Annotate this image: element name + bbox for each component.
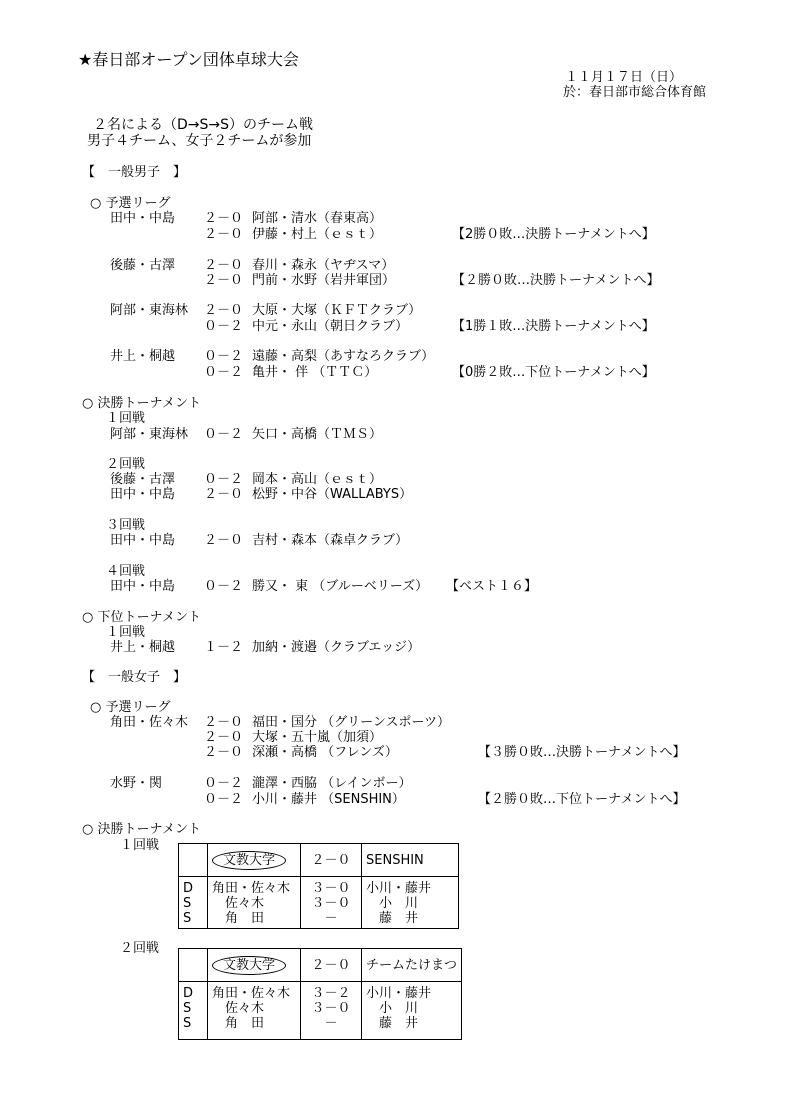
match-score: ０－２ (204, 365, 244, 380)
match-score: ０－２ (204, 792, 244, 807)
round-label: １回戦 (106, 411, 146, 426)
match-note: 【２勝０敗…下位トーナメントへ】 (478, 792, 686, 807)
match-team: 井上・桐越 (110, 640, 176, 655)
match-team: 後藤・古澤 (110, 258, 176, 273)
match-opponent: 勝又・ 東 （ブルーベリーズ） (252, 579, 429, 594)
match-opponent: 大塚・五十嵐（加須） (252, 730, 383, 745)
match-team: 田中・中島 (110, 211, 176, 226)
team-opponent: チームたけまつ (362, 949, 462, 982)
match-score: ０－２ (204, 472, 244, 487)
match-score: ２－０ (204, 303, 244, 318)
men-lower-heading: ○ 下位トーナメント (82, 610, 201, 625)
team-name-oval: 文教大学 (212, 956, 286, 975)
women-final-heading: ○ 決勝トーナメント (82, 822, 201, 837)
match-score: ２－０ (204, 715, 244, 730)
women-section-heading: 【 一般女子 】 (82, 670, 187, 685)
match-team: 田中・中島 (110, 487, 176, 502)
match-team: 田中・中島 (110, 533, 176, 548)
event-date: １１月１７日（日） (565, 70, 683, 85)
match-score: ０－２ (204, 349, 244, 364)
match-opponent: 松野・中谷（WALLABYS） (252, 487, 413, 502)
match-opponent: 岡本・高山（ｅｓｔ） (252, 472, 383, 487)
match-opponent: 矢口・高橋（ＴＭＳ） (252, 427, 383, 442)
match-score: ２－０ (204, 745, 244, 760)
round-label: １回戦 (106, 625, 146, 640)
round-label: ３回戦 (106, 518, 146, 533)
team-name-oval: 文教大学 (212, 851, 286, 870)
team-score: ２－０ (301, 844, 362, 877)
match-team: 井上・桐越 (110, 349, 176, 364)
page-title: ★春日部オープン団体卓球大会 (78, 50, 299, 69)
game-scores: ３－０ ３－０ － (301, 877, 362, 929)
player-names: 角田・佐々木 佐々木 角 田 (208, 877, 301, 929)
match-score: ２－０ (204, 730, 244, 745)
match-note: 【1勝１敗…決勝トーナメントへ】 (452, 319, 655, 334)
player-names: 角田・佐々木 佐々木 角 田 (208, 982, 301, 1040)
match-opponent: 小川・藤井 （SENSHIN） (252, 792, 405, 807)
match-team: 阿部・東海林 (110, 427, 189, 442)
opponent-names: 小川・藤井 小 川 藤 井 (362, 877, 459, 929)
match-note: 【2勝０敗…決勝トーナメントへ】 (452, 227, 655, 242)
match-opponent: 春川・森永（ヤヂスマ） (252, 258, 395, 273)
match-score: ０－２ (204, 319, 244, 334)
match-score: ２－０ (204, 533, 244, 548)
match-opponent: 吉村・森本（森卓クラブ） (252, 533, 409, 548)
match-opponent: 亀井・ 伴 （ＴＴＣ） (252, 365, 378, 380)
match-opponent: 門前・水野（岩井軍団） (252, 273, 396, 288)
men-final-heading: ○ 決勝トーナメント (82, 396, 201, 411)
match-score: ２－０ (204, 227, 244, 242)
match-score: ２－０ (204, 258, 244, 273)
match-opponent: 加納・渡邉（クラブエッジ） (252, 640, 421, 655)
team-opponent: SENSHIN (362, 844, 459, 877)
match-types: D S S (179, 982, 208, 1040)
match-opponent: 深瀬・高橋 （フレンズ） (252, 745, 398, 760)
intro-line-2: 男子４チーム、女子２チームが参加 (87, 133, 312, 149)
match-team: 角田・佐々木 (110, 715, 189, 730)
game-scores: ３－２ ３－０ － (301, 982, 362, 1040)
match-note: 【ベスト１６】 (446, 579, 538, 594)
women-prelim-heading: ○ 予選リーグ (90, 700, 171, 715)
match-opponent: 伊藤・村上（ｅｓｔ） (252, 227, 383, 242)
match-team: 阿部・東海林 (110, 303, 189, 318)
match-note: 【0勝２敗…下位トーナメントへ】 (452, 365, 655, 380)
opponent-names: 小川・藤井 小 川 藤 井 (362, 982, 462, 1040)
match-opponent: 瀧澤・西脇 （レインボー） (252, 776, 412, 791)
men-prelim-heading: ○ 予選リーグ (90, 196, 171, 211)
match-opponent: 大原・大塚（ＫＦＴクラブ） (252, 303, 422, 318)
match-opponent: 遠藤・高梨（あすなろクラブ） (252, 349, 435, 364)
match-team: 後藤・古澤 (110, 472, 176, 487)
match-score: ０－２ (204, 579, 244, 594)
round-1-table (178, 843, 459, 929)
match-score: ２－０ (204, 211, 244, 226)
round-label: ２回戦 (120, 941, 160, 956)
match-types: D S S (179, 877, 208, 929)
round-2-table (178, 948, 462, 1040)
match-team: 田中・中島 (110, 579, 176, 594)
match-score: ０－２ (204, 776, 244, 791)
men-section-heading: 【 一般男子 】 (82, 165, 187, 180)
intro-line-1: ２名による（D→S→S）のチーム戦 (93, 117, 314, 133)
round-label: １回戦 (120, 838, 160, 853)
round-label: ４回戦 (106, 564, 146, 579)
match-note: 【２勝０敗…決勝トーナメントへ】 (452, 273, 660, 288)
match-score: ２－０ (204, 273, 244, 288)
match-team: 水野・関 (110, 776, 163, 791)
match-score: ２－０ (204, 487, 244, 502)
event-venue: 於：春日部市総合体育館 (563, 85, 707, 100)
match-opponent: 中元・永山（朝日クラブ） (252, 319, 409, 334)
match-score: ０－２ (204, 427, 244, 442)
round-label: ２回戦 (106, 457, 146, 472)
team-score: ２－０ (301, 949, 362, 982)
match-opponent: 福田・国分 （グリーンスポーツ） (252, 715, 450, 730)
match-opponent: 阿部・清水（春東高） (252, 211, 383, 226)
match-score: １－２ (204, 640, 244, 655)
match-note: 【３勝０敗…決勝トーナメントへ】 (478, 745, 686, 760)
